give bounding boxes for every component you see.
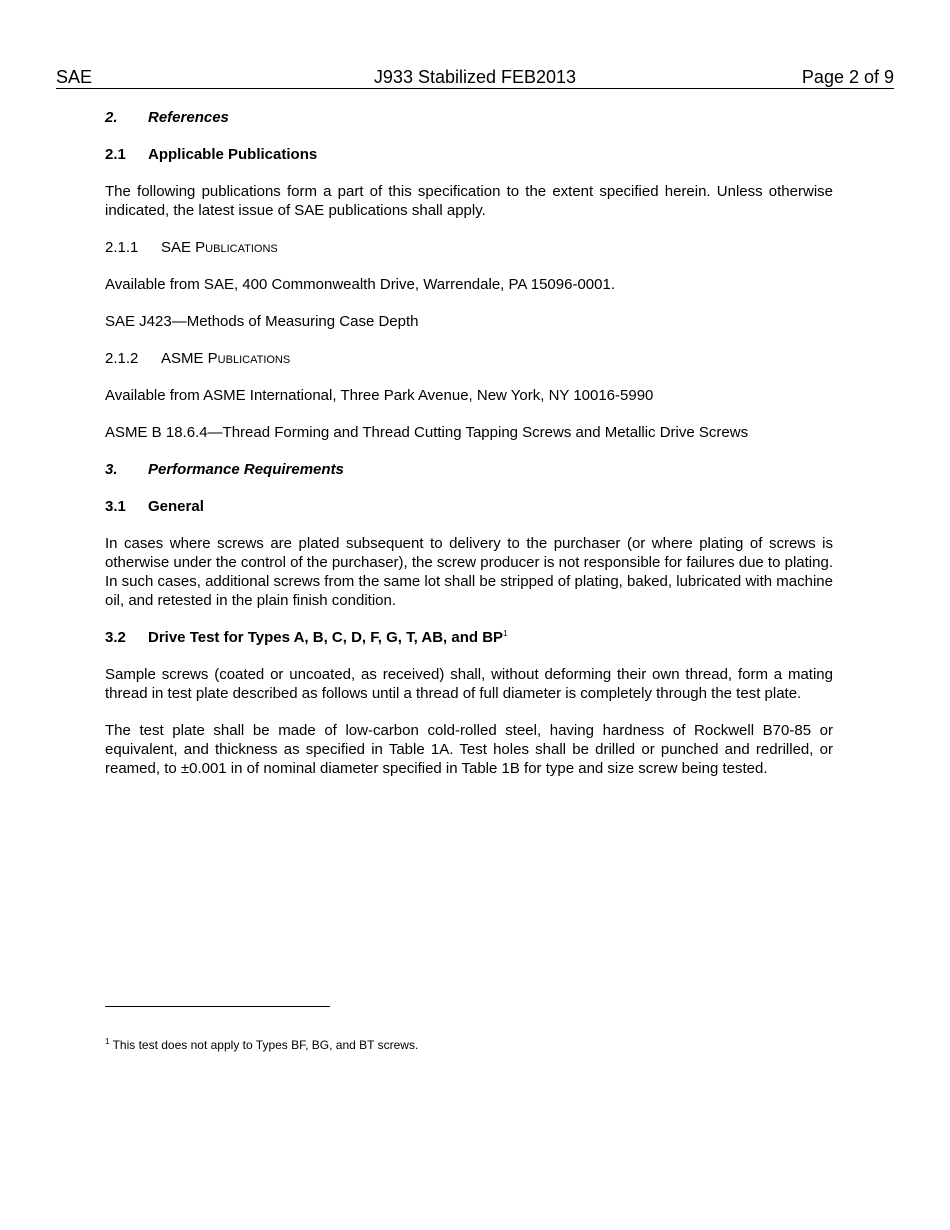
section-number: 3.1 [105,498,126,515]
sae-availability: Available from SAE, 400 Commonwealth Drive, Warrendale, PA 15096-0001. [105,276,615,293]
section-2-1-2-heading [105,349,833,368]
section-3-heading [105,460,833,479]
section-2-heading [105,108,833,127]
footnote-divider [105,1006,330,1007]
section-3-1-paragraph: In cases where screws are plated subsequent to delivery to the purchaser (or where plating of screws is otherwise under the control of the purchaser), the screw producer is not responsible for failures due to plating. In such cases, additional screws from the same lot shall be stripped of plating, baked, lubricated with machine oil, and retested in the plain finish condition. [105,535,833,609]
section-3-2-heading [105,628,833,647]
section-3-2-paragraph-1: Sample screws (coated or uncoated, as received) shall, without deforming their own thread, form a mating thread in test plate described as follows until a thread of full diameter is completely through the test plate. [105,666,833,702]
section-title-wrap [148,628,508,647]
section-title: Applicable Publications [148,146,318,163]
section-number: 2.1.1 [105,239,139,256]
section-3-2-paragraph-2: The test plate shall be made of low-carbon cold-rolled steel, having hardness of Rockwell B70-85 or equivalent, and thickness as specified in Table 1A. Test holes shall be drilled or punched and redrilled, or reamed, to ±0.001 in of nominal diameter specified in Table 1B for type and size screw being tested. [105,722,833,777]
footnote-mark: 1 [105,1037,110,1046]
page-header [56,66,894,89]
footnote-reference: 1 [503,629,508,638]
section-title: SAE Publications [161,239,278,256]
section-2-1-heading [105,145,833,164]
section-title: General [148,498,204,515]
sae-reference: SAE J423—Methods of Measuring Case Depth [105,313,419,330]
section-3-1-heading [105,497,833,516]
footnote-text: This test does not apply to Types BF, BG, and BT screws. [112,1038,419,1052]
section-2-1-paragraph: The following publications form a part of this specification to the extent specified herein. Unless otherwise indicated, the latest issue of SAE publications shall apply. [105,183,833,219]
footnote [105,1037,418,1053]
section-number: 3. [105,461,118,478]
header-page-number: Page 2 of 9 [801,67,894,87]
asme-availability: Available from ASME International, Three Park Avenue, New York, NY 10016-5990 [105,387,654,404]
section-number: 2.1 [105,146,126,163]
section-title: ASME Publications [161,350,291,367]
section-number: 2.1.2 [105,350,139,367]
header-org: SAE [56,67,93,87]
section-2-1-1-heading [105,238,833,257]
asme-reference: ASME B 18.6.4—Thread Forming and Thread Cutting Tapping Screws and Metallic Drive Screws [105,424,749,441]
section-title: References [148,109,229,126]
section-number: 3.2 [105,629,126,646]
section-number: 2. [105,109,118,126]
section-title: Performance Requirements [148,461,344,478]
document-body [105,108,833,778]
header-document-id: J933 Stabilized FEB2013 [373,67,577,87]
section-title: Drive Test for Types A, B, C, D, F, G, T, AB, and BP [148,629,504,646]
